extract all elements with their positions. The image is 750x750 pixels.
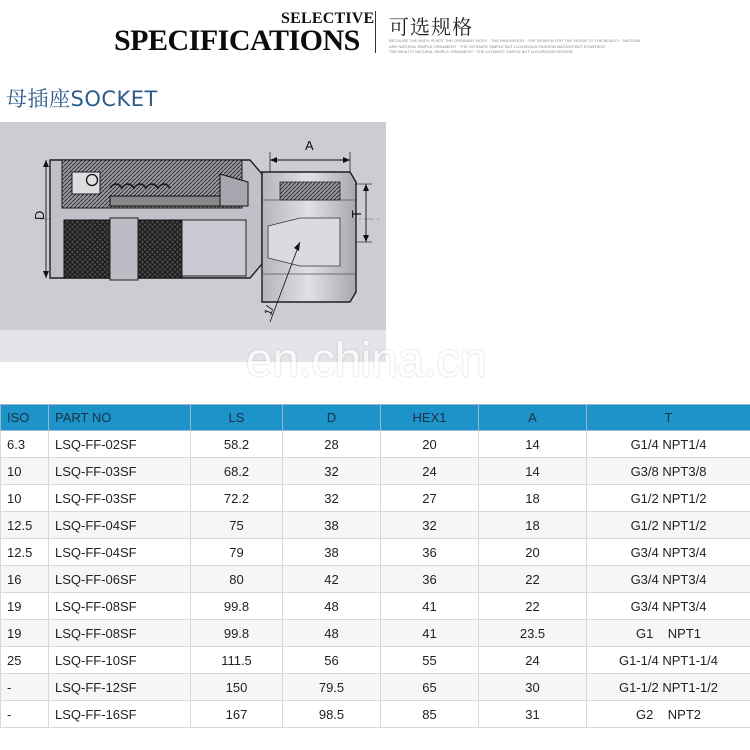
cell-a: 18 (479, 512, 587, 539)
cell-iso: - (1, 674, 49, 701)
cell-part-no: LSQ-FF-03SF (49, 458, 191, 485)
table-row (1, 566, 750, 593)
column-header-iso: ISO (1, 405, 49, 431)
cell-part-no: LSQ-FF-10SF (49, 647, 191, 674)
cell-a: 31 (479, 701, 587, 728)
socket-technical-drawing (0, 122, 386, 362)
cell-a: 23.5 (479, 620, 587, 647)
cell-part-no: LSQ-FF-12SF (49, 674, 191, 701)
cell-t: G1/2 NPT1/2 (587, 512, 750, 539)
cell-d: 48 (283, 593, 381, 620)
cell-a: 18 (479, 485, 587, 512)
cell-part-no: LSQ-FF-02SF (49, 431, 191, 458)
cell-ls: 99.8 (191, 620, 283, 647)
cell-a: 20 (479, 539, 587, 566)
cell-t: G1-1/2 NPT1-1/2 (587, 674, 750, 701)
cell-hex1: 36 (381, 566, 479, 593)
cell-ls: 99.8 (191, 593, 283, 620)
table-header-row (1, 405, 750, 431)
column-header-part-no: PART NO (49, 405, 191, 431)
cell-d: 79.5 (283, 674, 381, 701)
cell-iso: 10 (1, 485, 49, 512)
cell-iso: 25 (1, 647, 49, 674)
specifications-header (0, 0, 750, 70)
header-big-title: SPECIFICATIONS (114, 24, 360, 57)
cell-hex1: 85 (381, 701, 479, 728)
cell-t: G3/4 NPT3/4 (587, 539, 750, 566)
cell-t: G1/2 NPT1/2 (587, 485, 750, 512)
cell-d: 28 (283, 431, 381, 458)
table-row (1, 620, 750, 647)
cell-hex1: 20 (381, 431, 479, 458)
cell-t: G3/4 NPT3/4 (587, 566, 750, 593)
cell-a: 30 (479, 674, 587, 701)
cell-d: 32 (283, 485, 381, 512)
header-fine-print (389, 38, 641, 55)
cell-hex1: 41 (381, 593, 479, 620)
cell-a: 14 (479, 458, 587, 485)
cell-ls: 150 (191, 674, 283, 701)
column-header-a: A (479, 405, 587, 431)
cell-part-no: LSQ-FF-04SF (49, 512, 191, 539)
cell-t: G3/8 NPT3/8 (587, 458, 750, 485)
cell-hex1: 65 (381, 674, 479, 701)
cell-t: G3/4 NPT3/4 (587, 593, 750, 620)
cell-hex1: 24 (381, 458, 479, 485)
cell-part-no: LSQ-FF-06SF (49, 566, 191, 593)
cell-d: 48 (283, 620, 381, 647)
cell-iso: 19 (1, 593, 49, 620)
cell-ls: 79 (191, 539, 283, 566)
column-header-hex1: HEX1 (381, 405, 479, 431)
column-header-d: D (283, 405, 381, 431)
table-row (1, 485, 750, 512)
cell-a: 22 (479, 566, 587, 593)
cell-t: G1/4 NPT1/4 (587, 431, 750, 458)
dim-label-ls: 1/ (262, 304, 277, 318)
table-row (1, 647, 750, 674)
cell-d: 32 (283, 458, 381, 485)
cell-iso: - (1, 701, 49, 728)
dim-label-d: D (32, 210, 47, 220)
cell-hex1: 41 (381, 620, 479, 647)
dim-label-t: T (349, 210, 364, 218)
table-body (1, 431, 750, 728)
table-row (1, 674, 750, 701)
cell-iso: 10 (1, 458, 49, 485)
cell-part-no: LSQ-FF-16SF (49, 701, 191, 728)
table-row (1, 431, 750, 458)
cell-ls: 75 (191, 512, 283, 539)
cell-ls: 58.2 (191, 431, 283, 458)
cell-ls: 68.2 (191, 458, 283, 485)
cell-d: 38 (283, 539, 381, 566)
cell-iso: 12.5 (1, 539, 49, 566)
cell-part-no: LSQ-FF-08SF (49, 593, 191, 620)
watermark-text: en.china.cn (246, 334, 487, 387)
cell-iso: 16 (1, 566, 49, 593)
table-row (1, 539, 750, 566)
specifications-table (0, 404, 750, 728)
cell-hex1: 36 (381, 539, 479, 566)
cell-d: 98.5 (283, 701, 381, 728)
cell-part-no: LSQ-FF-04SF (49, 539, 191, 566)
cell-t: G1-1/4 NPT1-1/4 (587, 647, 750, 674)
table-row (1, 593, 750, 620)
cell-ls: 72.2 (191, 485, 283, 512)
cell-iso: 6.3 (1, 431, 49, 458)
cell-hex1: 32 (381, 512, 479, 539)
cell-iso: 12.5 (1, 512, 49, 539)
dim-label-a: A (305, 138, 314, 153)
cell-a: 22 (479, 593, 587, 620)
cell-t: G1 NPT1 (587, 620, 750, 647)
cell-d: 56 (283, 647, 381, 674)
table-row (1, 701, 750, 728)
table-row (1, 458, 750, 485)
cell-part-no: LSQ-FF-03SF (49, 485, 191, 512)
cell-hex1: 55 (381, 647, 479, 674)
column-header-t: T (587, 405, 750, 431)
cell-a: 14 (479, 431, 587, 458)
fine-print-line: BECAUSE THE BODY IS NOT THE ORDINARY BODY · THE INNOVATION · THE SEARCH FOR THE VISION TO THE BEAUTY · NATURAL (389, 38, 641, 43)
cell-ls: 80 (191, 566, 283, 593)
cell-ls: 111.5 (191, 647, 283, 674)
cell-t: G2 NPT2 (587, 701, 750, 728)
header-small-title: SELECTIVE (281, 10, 375, 27)
cell-a: 24 (479, 647, 587, 674)
fine-print-line: ARE NATURAL SIMPLE ORNAMENT · THE ULTIMATE SIMPLE BUT LUXURIOUS FASHION MASSES BUT ECNEDENT (389, 43, 606, 49)
cell-iso: 19 (1, 620, 49, 647)
cell-part-no: LSQ-FF-08SF (49, 620, 191, 647)
cell-d: 38 (283, 512, 381, 539)
table-row (1, 512, 750, 539)
cell-d: 42 (283, 566, 381, 593)
cell-ls: 167 (191, 701, 283, 728)
column-header-ls: LS (191, 405, 283, 431)
header-divider (375, 11, 376, 53)
cell-hex1: 27 (381, 485, 479, 512)
section-title: 母插座SOCKET (6, 87, 158, 111)
header-chinese-title: 可选规格 (389, 15, 473, 39)
fine-print-line: THE BEAUTY NATURAL SIMPLE ORNAMENT · THE ULTIMATE SIMPLE BUT LUXURIOUS FASHION (389, 49, 573, 54)
